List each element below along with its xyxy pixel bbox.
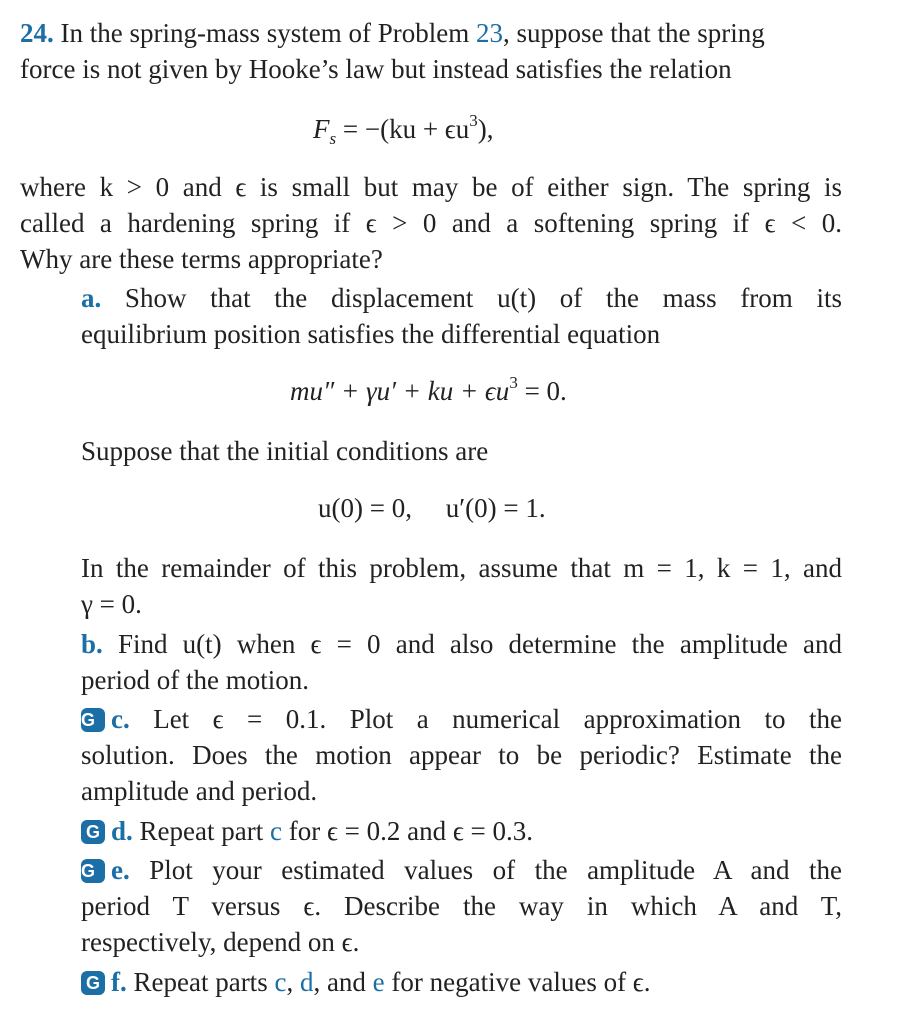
part-e-line-1: G e. Plot your estimated values of the amplitude A and the [81,855,842,885]
part-f-label: f. [111,967,127,997]
problem-intro-a: In the spring-mass system of Problem [60,18,476,48]
part-c-label: c. [111,704,130,734]
problem-23-link[interactable]: 23 [475,18,503,48]
part-c-line-2: solution. Does the motion appear to be periodic? Estimate the [81,740,842,770]
problem-line-2: force is not given by Hooke’s law but instead satisfies the relation [20,54,732,84]
part-c-line-3: amplitude and period. [81,776,318,806]
part-b-line-1: b. Find u(t) when ϵ = 0 and also determine the amplitude and [81,629,842,659]
graphing-icon: G [81,859,105,883]
part-d-link[interactable]: d [299,967,314,997]
where-line-1: where k > 0 and ϵ is small but may be of either sign. The spring is [20,172,842,202]
part-b-label: b. [81,629,103,659]
part-a-label: a. [81,283,102,313]
part-d-label: d. [111,816,133,846]
force-equation: $F_s = -(ku + \epsilon u^3)$, [313,111,494,148]
part-e-line-2: period T versus ϵ. Describe the way in which A and T, [81,891,842,921]
part-e-link[interactable]: e [372,967,385,997]
initial-conditions: u(0) = 0, u′(0) = 1. [318,493,546,523]
problem-number: 24. [20,18,54,48]
part-b-line-2: period of the motion. [81,665,309,695]
problem-intro-b: , suppose that the spring [502,18,765,48]
where-line-2: called a hardening spring if ϵ > 0 and a softening spring if ϵ < 0. [20,208,842,238]
graphing-icon: G [81,820,105,844]
part-e-label: e. [111,855,130,885]
where-line-3: Why are these terms appropriate? [20,244,383,274]
differential-equation: mu″ + γu′ + ku + $\epsilon u^3 = 0$. [290,373,567,406]
part-c-link[interactable]: c [274,967,287,997]
remainder-line-1: In the remainder of this problem, assume that m = 1, k = 1, and [81,553,842,583]
part-f-line: G f. Repeat parts c, d, and e for negative values of ϵ. [81,965,651,999]
problem-line-1 [20,16,842,50]
remainder-line-2: γ = 0. [81,589,142,619]
part-d-line: G d. Repeat part c for ϵ = 0.2 and ϵ = 0.3. [81,814,533,848]
graphing-icon: G [81,971,105,995]
part-a-line-2: equilibrium position satisfies the differential equation [81,319,661,349]
part-e-line-3: respectively, depend on ϵ. [81,927,360,957]
part-a-line-1: a. Show that the displacement u(t) of the mass from its [81,283,842,313]
part-c-line-1: G c. Let ϵ = 0.1. Plot a numerical approximation to the [81,704,842,734]
part-c-link[interactable]: c [269,816,282,846]
suppose-text: Suppose that the initial conditions are [81,436,489,466]
graphing-icon: G [81,708,105,732]
